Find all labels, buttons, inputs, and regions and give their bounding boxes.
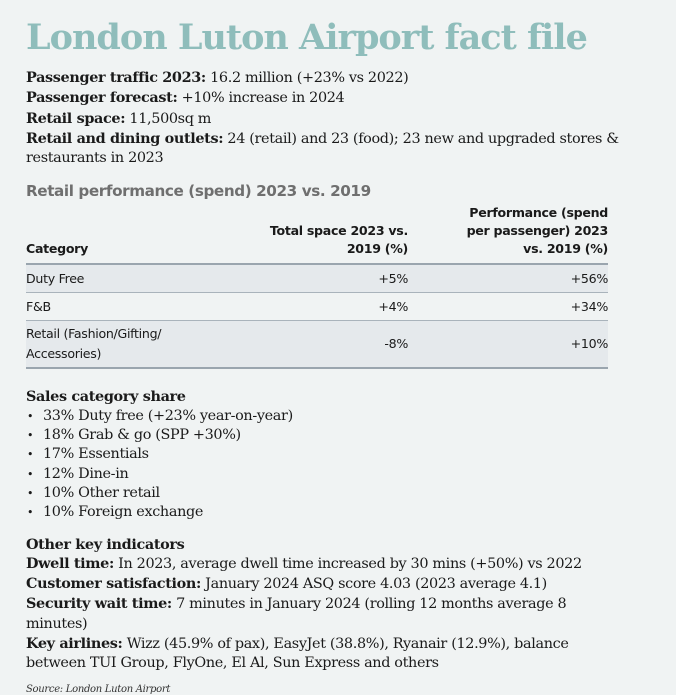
page-title: London Luton Airport fact file — [26, 17, 587, 58]
list-item: • 17% Essentials — [26, 445, 676, 464]
header-total-space: Total space 2023 vs. 2019 (%) — [226, 204, 408, 264]
list-item: • 18% Grab & go (SPP +30%) — [26, 426, 676, 445]
sales-list — [26, 407, 676, 523]
fact-value: 24 (retail) and 23 (food); 23 new and upgraded stores & restaurants in 2023 — [26, 130, 619, 167]
fact-outlets — [26, 129, 626, 169]
table-header-row — [26, 204, 608, 264]
cell-space: +5% — [226, 264, 408, 293]
fact-label: Retail space: — [26, 109, 126, 127]
key-facts — [26, 68, 626, 168]
indicator-value: January 2024 ASQ score 4.03 (2023 average 4.1) — [200, 576, 547, 593]
indicator-label: Customer satisfaction: — [26, 575, 201, 593]
indicator-dwell-time — [26, 554, 626, 574]
indicator-label: Key airlines: — [26, 635, 123, 653]
fact-passenger-traffic — [26, 68, 626, 88]
section-heading: Sales category share — [26, 388, 186, 406]
fact-value: 16.2 million (+23% vs 2022) — [205, 70, 409, 86]
fact-retail-space — [26, 109, 626, 129]
cell-space: +4% — [226, 293, 408, 321]
table-row — [26, 321, 608, 369]
fact-label: Retail and dining outlets: — [26, 129, 224, 147]
cell-performance: +34% — [408, 293, 608, 321]
fact-passenger-forecast — [26, 88, 626, 108]
cell-category: Retail (Fashion/Gifting/ Accessories) — [26, 321, 226, 369]
list-item: • 33% Duty free (+23% year-on-year) — [26, 407, 676, 426]
table-row — [26, 293, 608, 321]
indicator-label: Security wait time: — [26, 595, 172, 613]
header-category: Category — [26, 204, 226, 264]
indicator-label: Dwell time: — [26, 554, 114, 572]
list-item: • 10% Other retail — [26, 484, 676, 503]
header-performance: Performance (spend per passenger) 2023 vs. 2019 (%) — [408, 204, 608, 264]
indicator-value: In 2023, average dwell time increased by 30 mins (+50%) vs 2022 — [113, 555, 582, 572]
indicator-key-airlines — [26, 634, 586, 674]
table-row — [26, 264, 608, 293]
indicator-security-wait — [26, 594, 586, 634]
cell-space: -8% — [226, 321, 408, 369]
other-key-indicators — [26, 535, 626, 674]
fact-value: 11,500sq m — [125, 110, 212, 127]
fact-label: Passenger traffic 2023: — [26, 69, 206, 86]
list-item: • 12% Dine-in — [26, 465, 676, 484]
indicator-value: 7 minutes in January 2024 (rolling 12 months average 8 minutes) — [26, 596, 567, 632]
table-title: Retail performance (spend) 2023 vs. 2019 — [26, 182, 371, 201]
indicator-customer-satisfaction — [26, 574, 626, 594]
source-note: Source: London Luton Airport — [26, 683, 171, 695]
performance-table — [26, 204, 608, 369]
cell-performance: +10% — [408, 321, 608, 369]
indicator-value: Wizz (45.9% of pax), EasyJet (38.8%), Ryanair (12.9%), balance between TUI Group, FlyOne, El Al, Sun Express and others — [26, 636, 569, 672]
section-heading: Other key indicators — [26, 535, 185, 553]
fact-value: +10% increase in 2024 — [177, 90, 345, 107]
cell-category: Duty Free — [26, 264, 226, 293]
cell-category: F&B — [26, 293, 226, 321]
fact-label: Passenger forecast: — [26, 89, 178, 107]
list-item: • 10% Foreign exchange — [26, 503, 676, 522]
sales-category-share — [26, 387, 676, 522]
cell-performance: +56% — [408, 264, 608, 293]
